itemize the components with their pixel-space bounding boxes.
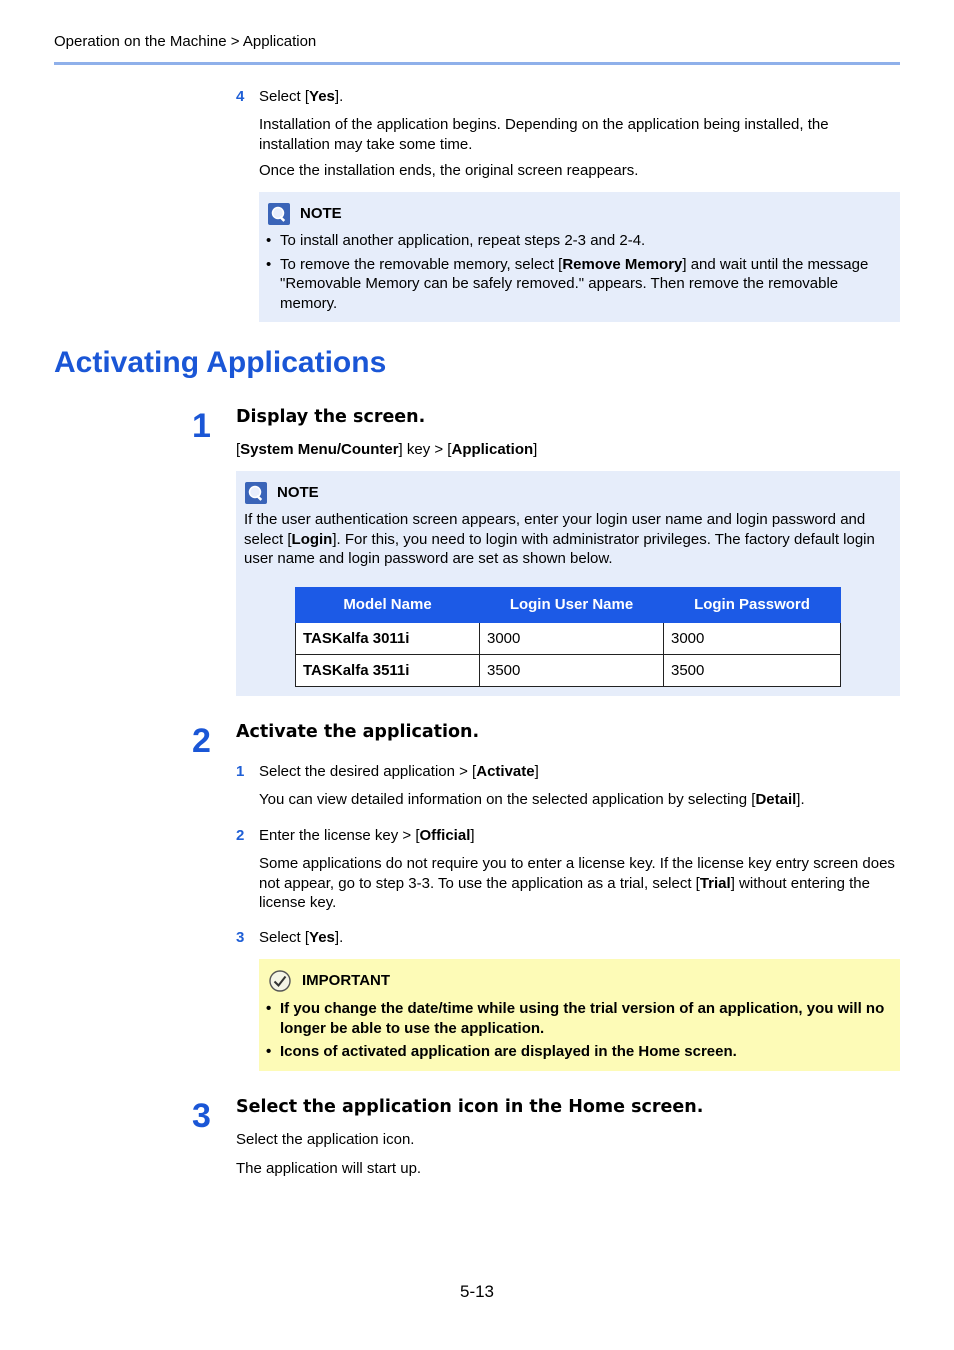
- install-begins-text: Installation of the application begins. Depending on the application being installed, the installation may take some time.: [259, 116, 829, 153]
- column-header: Model Name: [296, 588, 480, 623]
- step-title: Select the application icon in the Home screen.: [236, 1097, 704, 1117]
- user-cell: 3000: [480, 623, 664, 655]
- note-icon: [268, 203, 290, 225]
- substep-instruction: Enter the license key > [Official]: [259, 827, 475, 844]
- page-number: 5-13: [459, 1282, 495, 1301]
- important-label: IMPORTANT: [302, 972, 391, 990]
- substep-instruction: Select the desired application > [Activate]: [259, 763, 539, 780]
- model-cell: TASKalfa 3511i: [296, 655, 480, 687]
- table-header-row: [296, 588, 841, 623]
- substep-instruction: Select [Yes].: [259, 929, 344, 946]
- substep-description: You can view detailed information on the selected application by selecting [Detail].: [259, 791, 805, 808]
- note-icon: [245, 482, 267, 504]
- substep-4-instruction: Select [Yes].: [259, 88, 344, 105]
- user-cell: 3500: [480, 655, 664, 687]
- install-ends-text: Once the installation ends, the original screen reappears.: [259, 162, 639, 179]
- model-cell: TASKalfa 3011i: [296, 623, 480, 655]
- note-text: If the user authentication screen appears, enter your login user name and login password and select [Login]. For this, you need to login with administrator privileges. The factory default login user name and login password are set as shown below.: [244, 511, 875, 567]
- section-title: Activating Applications: [54, 346, 387, 379]
- step-title: Activate the application.: [236, 722, 480, 742]
- table-row: [296, 655, 841, 687]
- step-number: 2: [192, 722, 211, 760]
- step-number: 3: [192, 1097, 211, 1135]
- substep-description: Some applications do not require you to enter a license key. If the license key entry screen does not appear, go to step 3-3. To use the application as a trial, select [Trial] without entering the license key.: [259, 855, 895, 911]
- checkmark-icon: [268, 969, 292, 993]
- column-header: Login User Name: [480, 588, 664, 623]
- note-bullet: • To install another application, repeat steps 2-3 and 2-4.: [266, 231, 886, 251]
- step-text: The application will start up.: [236, 1160, 422, 1177]
- important-bullet: • If you change the date/time while using the trial version of an application, you will no longer be able to use the application.: [266, 999, 886, 1038]
- substep-number: 1: [236, 763, 245, 780]
- note-label: NOTE: [300, 205, 342, 223]
- important-box: [259, 959, 900, 1071]
- password-cell: 3000: [664, 623, 841, 655]
- substep-number: 4: [236, 88, 245, 105]
- breadcrumb: Operation on the Machine > Application: [54, 33, 317, 50]
- note-box-install: [259, 192, 900, 322]
- substep-4: [236, 87, 244, 107]
- password-cell: 3500: [664, 655, 841, 687]
- important-bullet: • Icons of activated application are displayed in the Home screen.: [266, 1042, 886, 1062]
- substep-number: 3: [236, 929, 245, 946]
- note-label: NOTE: [277, 484, 319, 502]
- step-text: Select the application icon.: [236, 1131, 415, 1148]
- header-divider: [54, 62, 900, 65]
- note-bullet: • To remove the removable memory, select [Remove Memory] and wait until the message "Removable Memory can be safely removed." appears. Then remove the removable memory.: [266, 255, 886, 314]
- column-header: Login Password: [664, 588, 841, 623]
- step-title: Display the screen.: [236, 407, 426, 427]
- substep-number: 2: [236, 827, 245, 844]
- step-number: 1: [192, 407, 211, 445]
- key-path: [System Menu/Counter] key > [Application]: [236, 441, 538, 458]
- login-table: [295, 587, 841, 687]
- table-row: [296, 623, 841, 655]
